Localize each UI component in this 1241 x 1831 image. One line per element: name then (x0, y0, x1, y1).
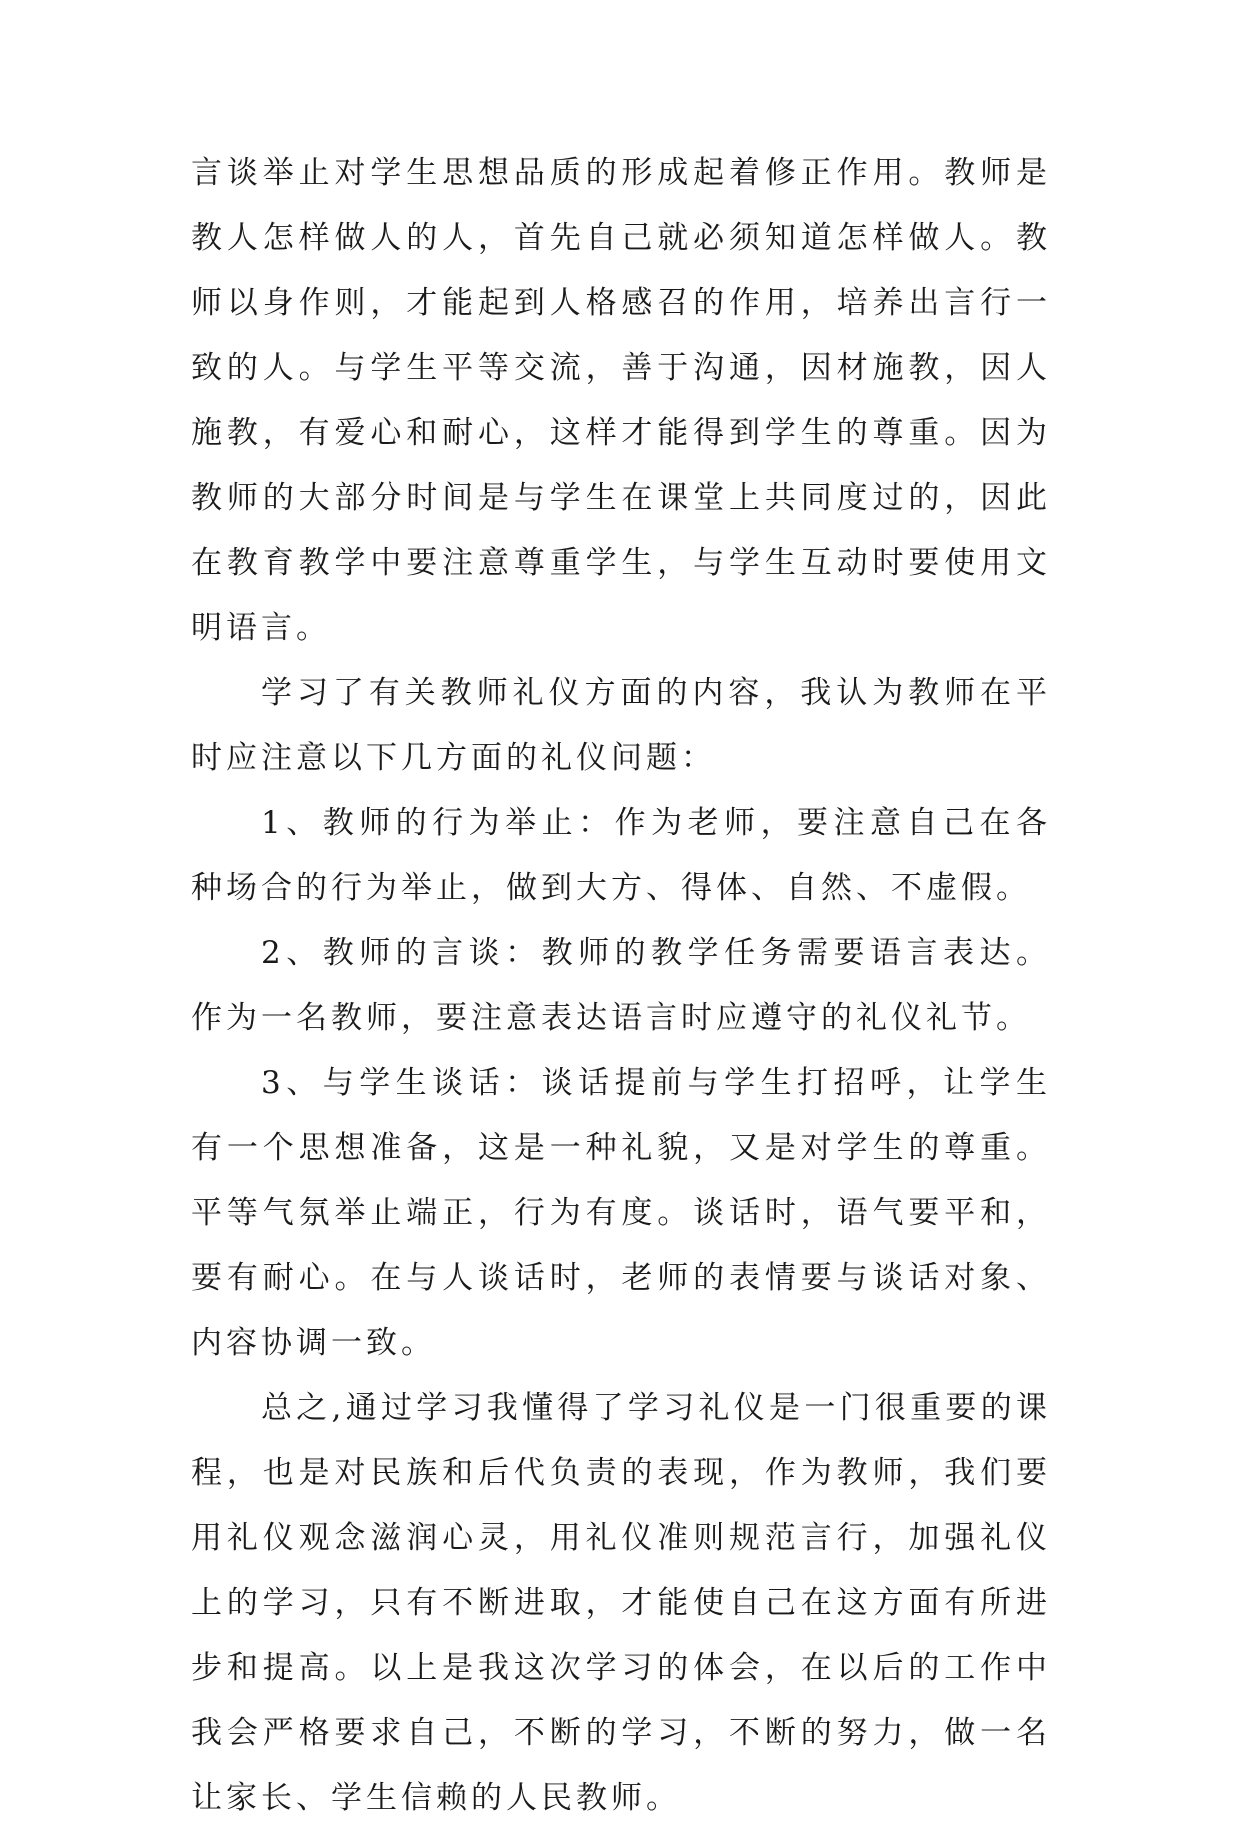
paragraph-5: 3、与学生谈话：谈话提前与学生打招呼，让学生有一个思想准备，这是一种礼貌，又是对学生的尊重。平等气氛举止端正，行为有度。谈话时，语气要平和，要有耐心。在与人谈话时，老师的表情要与谈话对象、内容协调一致。 (191, 1065, 1051, 1361)
paragraph-6: 总之,通过学习我懂得了学习礼仪是一门很重要的课程，也是对民族和后代负责的表现，作为教师，我们要用礼仪观念滋润心灵，用礼仪准则规范言行，加强礼仪上的学习，只有不断进取，才能使自己在这方面有所进步和提高。以上是我这次学习的体会，在以后的工作中我会严格要求自己，不断的学习，不断的努力，做一名让家长、学生信赖的人民教师。 (191, 1390, 1051, 1816)
paragraph-2: 学习了有关教师礼仪方面的内容，我认为教师在平时应注意以下几方面的礼仪问题： (191, 675, 1051, 776)
paragraph-4: 2、教师的言谈：教师的教学任务需要语言表达。作为一名教师，要注意表达语言时应遵守的礼仪礼节。 (191, 935, 1051, 1036)
paragraph-3: 1、教师的行为举止：作为老师，要注意自己在各种场合的行为举止，做到大方、得体、自然、不虚假。 (191, 805, 1051, 906)
paragraph-1: 言谈举止对学生思想品质的形成起着修正作用。教师是教人怎样做人的人，首先自己就必须知道怎样做人。教师以身作则，才能起到人格感召的作用，培养出言行一致的人。与学生平等交流，善于沟通，因材施教，因人施教，有爱心和耐心，这样才能得到学生的尊重。因为教师的大部分时间是与学生在课堂上共同度过的，因此在教育教学中要注意尊重学生，与学生互动时要使用文明语言。 (191, 155, 1051, 646)
document-page (191, 141, 1051, 1831)
